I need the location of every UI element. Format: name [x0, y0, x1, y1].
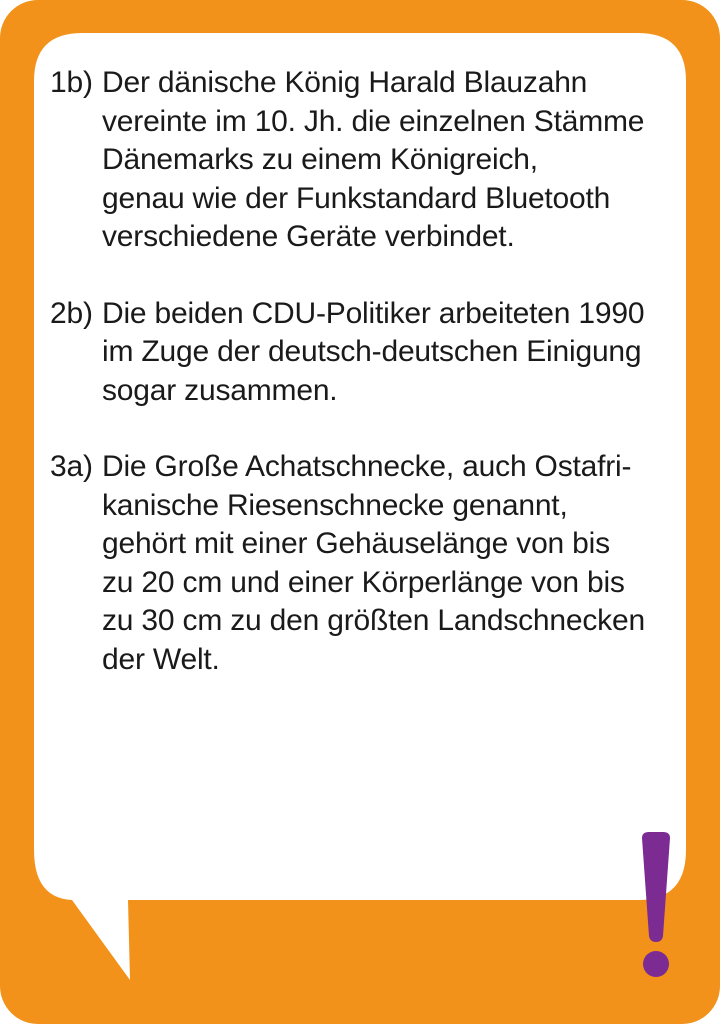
answer-line: sogar zusammen. [102, 373, 338, 407]
answer-line: zu 30 cm zu den größten Landschnecken [102, 604, 645, 637]
answer-line: Die Große Achatschnecke, auch Ostafri- [102, 450, 632, 483]
answer-label: 1b) [50, 66, 93, 99]
answer-line: verschiedene Geräte verbindet. [102, 220, 515, 253]
answer-line: Dänemarks zu einem Königreich, [102, 143, 538, 176]
answer-line: vereinte im 10. Jh. die einzelnen Stämme [102, 104, 645, 138]
answer-line: im Zuge der deutsch-deutschen Einigung [102, 335, 642, 368]
answer-line: genau wie der Funkstandard Bluetooth [102, 181, 611, 215]
answer-line: Die beiden CDU-Politiker arbeiteten 1990 [102, 296, 645, 330]
answer-label: 3a) [50, 450, 93, 483]
answer-line: Der dänische König Harald Blauzahn [102, 66, 588, 99]
answer-item [50, 448, 680, 679]
answer-item [50, 64, 680, 257]
answer-line: kanische Riesenschnecke genannt, [102, 488, 568, 522]
answer-line: zu 20 cm und einer Körperlänge von bis [102, 565, 625, 599]
answer-list [50, 64, 680, 717]
answer-label: 2b) [50, 296, 93, 330]
answer-line: der Welt. [102, 642, 220, 676]
answer-line: gehört mit einer Gehäuselänge von bis [102, 527, 610, 560]
exclamation-mark-icon [636, 832, 676, 980]
answer-item [50, 295, 680, 411]
